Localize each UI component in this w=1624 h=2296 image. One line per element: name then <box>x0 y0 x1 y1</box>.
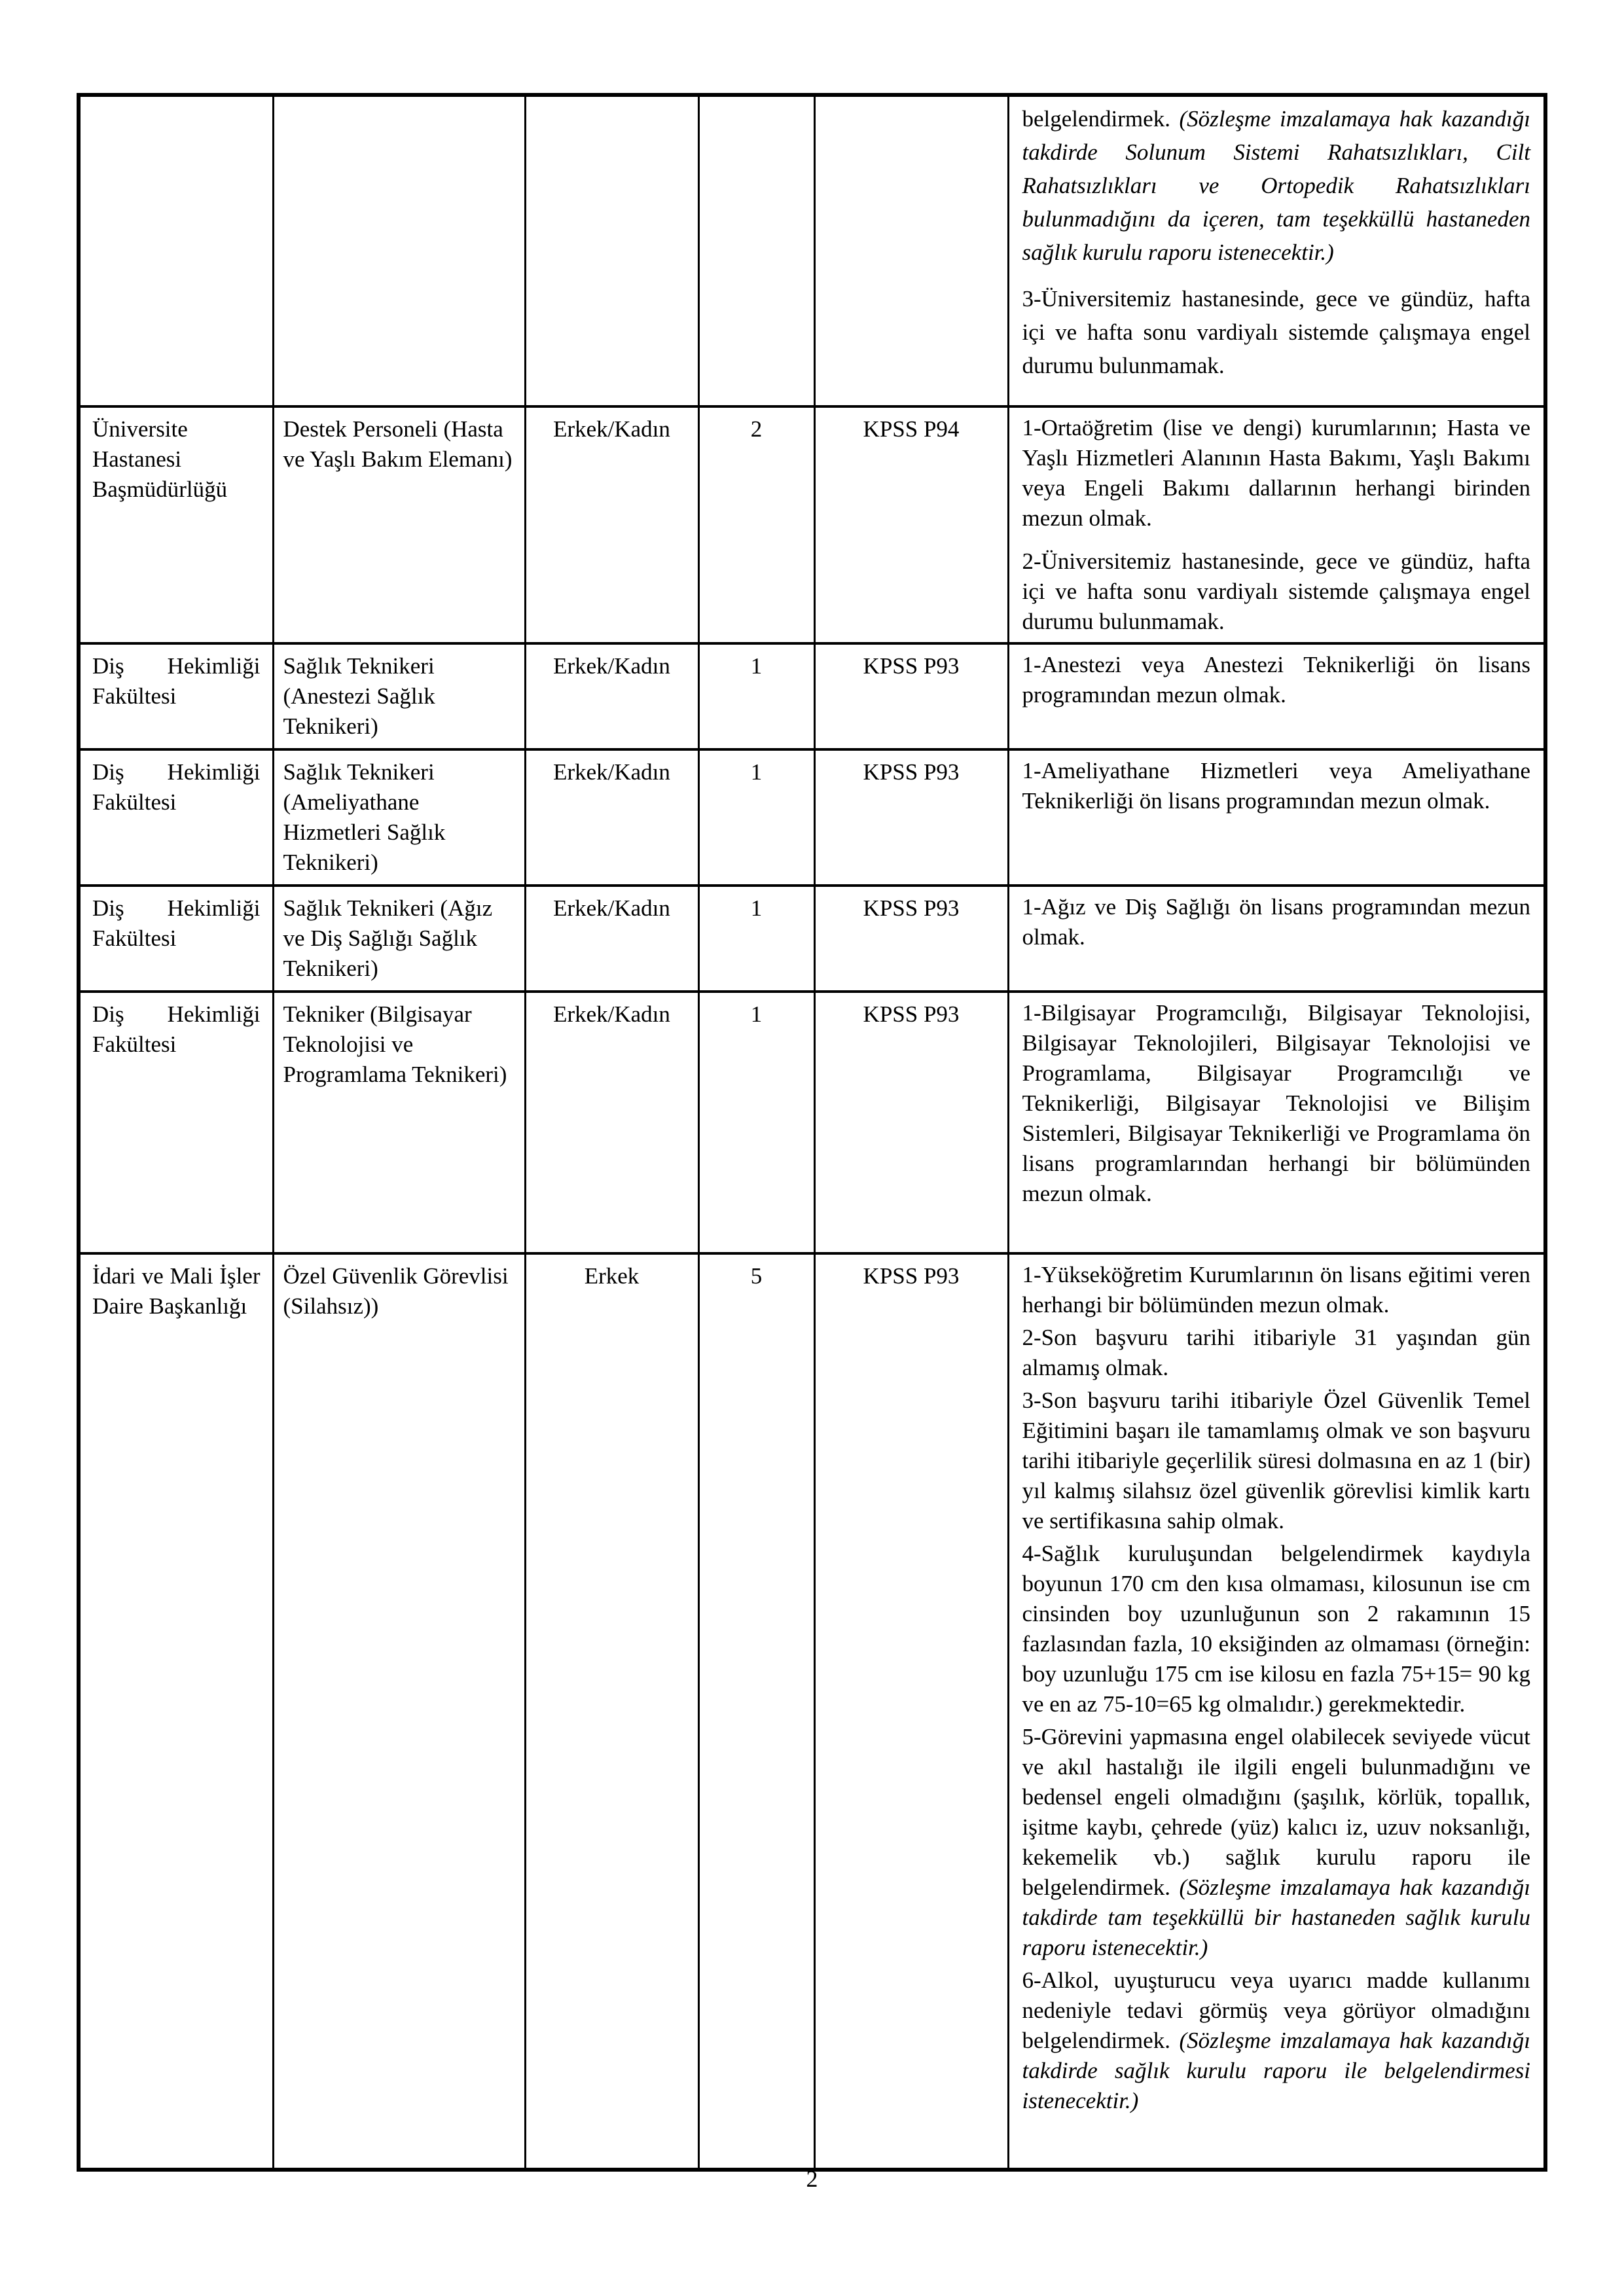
cell-count <box>698 95 814 406</box>
cell-gender <box>525 95 698 406</box>
table-row <box>79 749 1545 886</box>
cell-count: 2 <box>698 406 814 643</box>
table-row <box>79 643 1545 749</box>
requirement-text: belgelendirmek. <box>1022 106 1180 132</box>
requirement-paragraph <box>1022 998 1531 1209</box>
cell-requirements <box>1008 886 1545 992</box>
cell-unit: Üniversite Hastanesi Başmüdürlüğü <box>79 406 273 643</box>
requirement-text: 4-Sağlık kuruluşundan belgelendirmek kaydıyla boyunun 170 cm den kısa olmaması, kilosunun ise cm cinsinden boy uzunluğunun son 2 rakamının 15 fazlasından fazla, 10 eksiğinden az olmaması (örneğin: boy uzunluğu 175 cm ise kilosu en fazla 75+15= 90 kg ve en az 75-10=65 kg olmalıdır.) gerekmektedir. <box>1022 1541 1530 1717</box>
requirement-paragraph <box>1022 892 1531 952</box>
cell-position <box>273 95 525 406</box>
cell-requirements <box>1008 406 1545 643</box>
requirement-paragraph <box>1022 102 1531 269</box>
cell-requirements <box>1008 992 1545 1253</box>
requirement-text: 3-Üniversitemiz hastanesinde, gece ve gündüz, hafta içi ve hafta sonu vardiyalı sistemde çalışmaya engel durumu bulunmamak. <box>1022 286 1530 378</box>
cell-kpss: KPSS P93 <box>814 992 1008 1253</box>
cell-requirements <box>1008 749 1545 886</box>
requirement-paragraph <box>1022 650 1531 710</box>
cell-count: 5 <box>698 1253 814 2170</box>
cell-gender: Erkek/Kadın <box>525 643 698 749</box>
table-row <box>79 406 1545 643</box>
cell-gender: Erkek/Kadın <box>525 406 698 643</box>
cell-kpss <box>814 95 1008 406</box>
positions-table <box>77 93 1547 2172</box>
cell-unit: İdari ve Mali İşler Daire Başkanlığı <box>79 1253 273 2170</box>
cell-unit: Diş Hekimliği Fakültesi <box>79 749 273 886</box>
requirement-paragraph <box>1022 1965 1531 2116</box>
requirement-text: 1-Anestezi veya Anestezi Teknikerliği ön lisans programından mezun olmak. <box>1022 652 1530 708</box>
table-row <box>79 1253 1545 2170</box>
cell-position: Sağlık Teknikeri (Ameliyathane Hizmetleri Sağlık Teknikeri) <box>273 749 525 886</box>
cell-kpss: KPSS P94 <box>814 406 1008 643</box>
cell-gender: Erkek <box>525 1253 698 2170</box>
cell-requirements <box>1008 95 1545 406</box>
table-row <box>79 992 1545 1253</box>
cell-kpss: KPSS P93 <box>814 749 1008 886</box>
requirement-paragraph <box>1022 1386 1531 1536</box>
cell-count: 1 <box>698 643 814 749</box>
requirement-text: 2-Son başvuru tarihi itibariyle 31 yaşından gün almamış olmak. <box>1022 1325 1530 1380</box>
requirement-paragraph <box>1022 282 1531 382</box>
cell-kpss: KPSS P93 <box>814 643 1008 749</box>
cell-position: Tekniker (Bilgisayar Teknolojisi ve Programlama Teknikeri) <box>273 992 525 1253</box>
requirement-text: 1-Yükseköğretim Kurumlarının ön lisans eğitimi veren herhangi bir bölümünden mezun olmak. <box>1022 1262 1530 1318</box>
requirement-italic-note: (Sözleşme imzalamaya hak kazandığı takdirde tam teşekküllü bir hastaneden sağlık kurulu raporu istenecektir.) <box>1022 1874 1530 1960</box>
requirement-text: 3-Son başvuru tarihi itibariyle Özel Güvenlik Temel Eğitimini başarı ile tamamlamış olmak ve son başvuru tarihi itibariyle geçerlilik süresi dolmasına en az 1 (bir) yıl kalmış silahsız özel güvenlik görevlisi kimlik kartı ve sertifikasına sahip olmak. <box>1022 1388 1530 1534</box>
requirement-text: 2-Üniversitemiz hastanesinde, gece ve gündüz, hafta içi ve hafta sonu vardiyalı sistemde çalışmaya engel durumu bulunmamak. <box>1022 548 1530 634</box>
cell-position: Sağlık Teknikeri (Anestezi Sağlık Teknikeri) <box>273 643 525 749</box>
requirement-text: 5-Görevini yapmasına engel olabilecek seviyede vücut ve akıl hastalığı ile ilgili engeli bulunmadığını ve bedensel engeli olmadığını (şaşılık, körlük, topallık, işitme kaybı, çehrede (yüz) kalıcı iz, uzuv noksanlığı, kekemelik vb.) sağlık kurulu raporu ile belgelendirmek. <box>1022 1724 1530 1900</box>
requirement-paragraph <box>1022 1722 1531 1963</box>
cell-position: Destek Personeli (Hasta ve Yaşlı Bakım Elemanı) <box>273 406 525 643</box>
cell-unit: Diş Hekimliği Fakültesi <box>79 886 273 992</box>
cell-position: Özel Güvenlik Görevlisi (Silahsız)) <box>273 1253 525 2170</box>
cell-count: 1 <box>698 992 814 1253</box>
requirement-paragraph <box>1022 1323 1531 1383</box>
cell-count: 1 <box>698 886 814 992</box>
cell-gender: Erkek/Kadın <box>525 886 698 992</box>
table-body <box>79 95 1545 2170</box>
requirement-italic-note: (Sözleşme imzalamaya hak kazandığı takdirde sağlık kurulu raporu ile belgelendirmesi istenecektir.) <box>1022 2028 1530 2113</box>
requirement-text: 6-Alkol, uyuşturucu veya uyarıcı madde kullanımı nedeniyle tedavi görmüş veya görüyor olmadığını belgelendirmek. <box>1022 1967 1530 2053</box>
requirement-paragraph <box>1022 1539 1531 1719</box>
cell-unit: Diş Hekimliği Fakültesi <box>79 643 273 749</box>
table-row <box>79 95 1545 406</box>
cell-unit: Diş Hekimliği Fakültesi <box>79 992 273 1253</box>
cell-count: 1 <box>698 749 814 886</box>
requirement-paragraph <box>1022 1260 1531 1320</box>
cell-requirements <box>1008 1253 1545 2170</box>
requirement-paragraph <box>1022 547 1531 637</box>
cell-unit <box>79 95 273 406</box>
requirement-paragraph <box>1022 413 1531 533</box>
requirement-text: 1-Ortaöğretim (lise ve dengi) kurumlarının; Hasta ve Yaşlı Hizmetleri Alanının Hasta Bakımı, Yaşlı Bakımı veya Engeli Bakımı dallarının herhangi birinden mezun olmak. <box>1022 415 1530 531</box>
requirement-text: 1-Ağız ve Diş Sağlığı ön lisans programından mezun olmak. <box>1022 894 1530 950</box>
cell-kpss: KPSS P93 <box>814 1253 1008 2170</box>
requirement-text: 1-Ameliyathane Hizmetleri veya Ameliyathane Teknikerliği ön lisans programından mezun olmak. <box>1022 758 1530 814</box>
requirement-text: 1-Bilgisayar Programcılığı, Bilgisayar Teknolojisi, Bilgisayar Teknolojileri, Bilgisayar Teknolojisi ve Programlama, Bilgisayar Programcılığı ve Teknikerliği, Bilgisayar Teknolojisi ve Bilişim Sistemleri, Bilgisayar Teknikerliği ve Programlama ön lisans programlarından herhangi bir bölümünden mezun olmak. <box>1022 1000 1530 1206</box>
cell-position: Sağlık Teknikeri (Ağız ve Diş Sağlığı Sağlık Teknikeri) <box>273 886 525 992</box>
requirement-paragraph <box>1022 756 1531 816</box>
page-number: 2 <box>806 2166 818 2192</box>
cell-kpss: KPSS P93 <box>814 886 1008 992</box>
cell-gender: Erkek/Kadın <box>525 992 698 1253</box>
cell-gender: Erkek/Kadın <box>525 749 698 886</box>
table-row <box>79 886 1545 992</box>
cell-requirements <box>1008 643 1545 749</box>
requirement-italic-note: (Sözleşme imzalamaya hak kazandığı takdirde Solunum Sistemi Rahatsızlıkları, Cilt Rahatsızlıkları ve Ortopedik Rahatsızlıkları bulunmadığını da içeren, tam teşekküllü hastaneden sağlık kurulu raporu istenecektir.) <box>1022 106 1530 265</box>
